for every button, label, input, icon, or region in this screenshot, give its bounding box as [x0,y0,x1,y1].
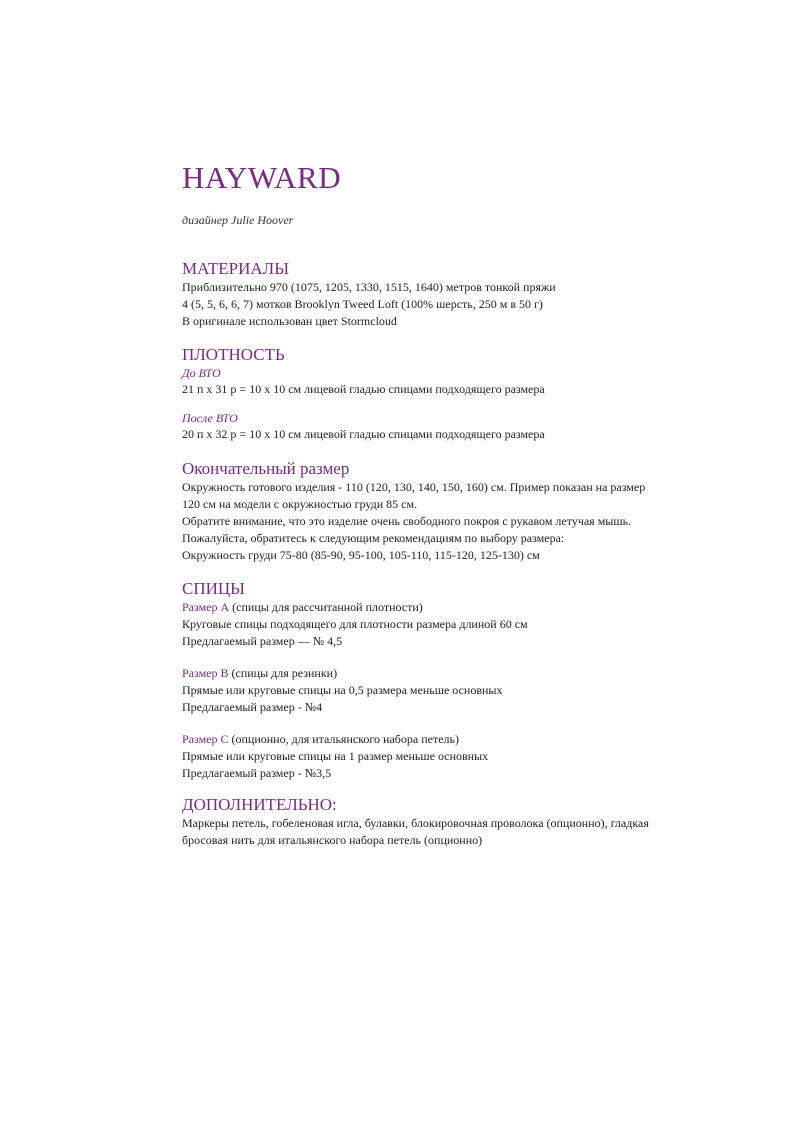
needle-b-title [182,665,762,682]
needle-c-title [182,731,762,748]
size-line: Пожалуйста, обратитесь к следующим рекомендациям по выбору размера: [182,531,565,545]
finished-size-heading: Окончательный размер [182,459,350,478]
size-line: Окружность груди 75-80 (85-90, 95-100, 105-110, 115-120, 125-130) см [182,548,540,562]
document-page [182,160,762,849]
needle-a-desc: Круговые спицы подходящего для плотности размера длиной 60 см [182,617,528,631]
needle-c-label: Размер С [182,732,229,746]
gauge-before-label: До ВТО [182,366,221,380]
pattern-title: HAYWARD [182,160,342,195]
needle-a-suggested: Предлагаемый размер — № 4,5 [182,634,343,648]
needles-heading: СПИЦЫ [182,579,245,598]
size-line: Окружность готового изделия - 110 (120, 130, 140, 150, 160) см. Пример показан на размер [182,480,646,494]
gauge-heading: ПЛОТНОСТЬ [182,345,285,364]
needle-c-desc: Прямые или круговые спицы на 1 размер меньше основных [182,749,489,763]
needle-a-note: (спицы для рассчитанной плотности) [229,600,423,614]
size-line: Обратите внимание, что это изделие очень свободного покроя с рукавом летучая мышь. [182,514,632,528]
materials-line: 4 (5, 5, 6, 6, 7) мотков Brooklyn Tweed Loft (100% шерсть, 250 м в 50 г) [182,297,543,311]
gauge-section [182,344,762,443]
gauge-after-text: 20 п x 32 р = 10 x 10 см лицевой гладью спицами подходящего размера [182,427,545,441]
designer-credit: дизайнер Julie Hoover [182,213,294,227]
needle-a-label: Размер А [182,600,230,614]
materials-line: В оригинале использован цвет Stormcloud [182,314,397,328]
needles-section [182,578,762,782]
extras-line: бросовая нить для итальянского набора петель (опционно) [182,833,483,847]
gauge-after-label: После ВТО [182,411,238,425]
finished-size-section [182,458,762,564]
needle-b-note: (спицы для резинки) [228,666,338,680]
extras-section [182,794,762,849]
needle-a-title [182,599,762,616]
needle-b-suggested: Предлагаемый размер - №4 [182,700,323,714]
extras-line: Маркеры петель, гобеленовая игла, булавки, блокировочная проволока (опционно), гладкая [182,816,649,830]
materials-section [182,258,762,330]
needle-b-label: Размер В [182,666,229,680]
extras-heading: ДОПОЛНИТЕЛЬНО: [182,795,337,814]
materials-heading: МАТЕРИАЛЫ [182,259,290,278]
size-line: 120 см на модели с окружностью груди 85 см. [182,497,418,511]
needle-b-desc: Прямые или круговые спицы на 0,5 размера меньше основных [182,683,503,697]
needle-c-suggested: Предлагаемый размер - №3,5 [182,766,332,780]
materials-line: Приблизительно 970 (1075, 1205, 1330, 1515, 1640) метров тонкой пряжи [182,280,556,294]
needle-c-note: (опционно, для итальянского набора петель) [228,732,459,746]
gauge-before-text: 21 п x 31 р = 10 x 10 см лицевой гладью спицами подходящего размера [182,382,545,396]
